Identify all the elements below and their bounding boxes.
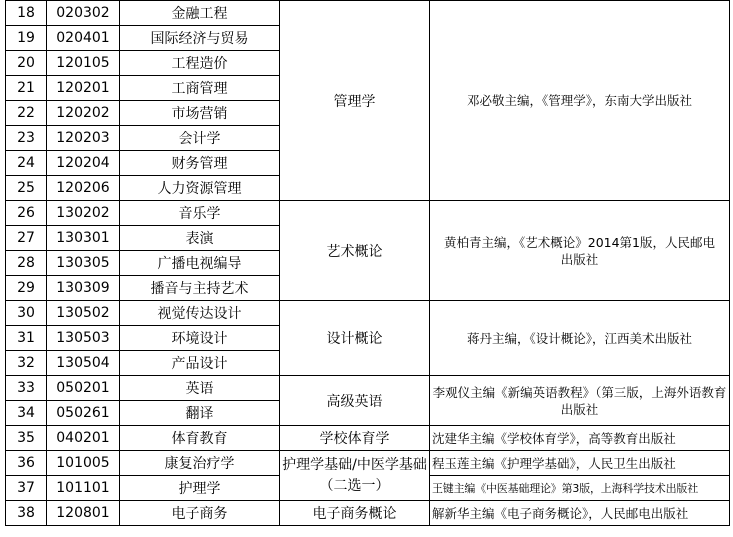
major-code: 130202 [47, 201, 120, 226]
reference-book: 王键主编《中医基础理论》第3版，上海科学技术出版社 [430, 476, 730, 501]
exam-course: 高级英语 [280, 376, 430, 426]
table-row [6, 301, 730, 326]
major-code: 130301 [47, 226, 120, 251]
major-name: 音乐学 [120, 201, 280, 226]
row-number: 18 [6, 1, 47, 26]
row-number: 31 [6, 326, 47, 351]
row-number: 33 [6, 376, 47, 401]
row-number: 36 [6, 451, 47, 476]
table-row [6, 376, 730, 401]
row-number: 38 [6, 501, 47, 526]
row-number: 26 [6, 201, 47, 226]
major-code: 130309 [47, 276, 120, 301]
major-name: 工程造价 [120, 51, 280, 76]
table-row [6, 451, 730, 476]
major-name: 翻译 [120, 401, 280, 426]
major-code: 130305 [47, 251, 120, 276]
major-name: 工商管理 [120, 76, 280, 101]
course-table-container [5, 0, 730, 526]
reference-book: 程玉莲主编《护理学基础》，人民卫生出版社 [430, 451, 730, 476]
major-code: 101101 [47, 476, 120, 501]
course-table [5, 0, 730, 526]
major-name: 表演 [120, 226, 280, 251]
exam-course: 管理学 [280, 1, 430, 201]
major-name: 市场营销 [120, 101, 280, 126]
exam-course: 设计概论 [280, 301, 430, 376]
row-number: 34 [6, 401, 47, 426]
reference-book: 黄柏青主编，《艺术概论》2014第1版，人民邮电出版社 [430, 201, 730, 301]
major-name: 财务管理 [120, 151, 280, 176]
reference-book: 邓必敬主编，《管理学》，东南大学出版社 [430, 1, 730, 201]
table-row [6, 501, 730, 526]
row-number: 35 [6, 426, 47, 451]
major-name: 金融工程 [120, 1, 280, 26]
major-code: 120202 [47, 101, 120, 126]
row-number: 29 [6, 276, 47, 301]
row-number: 27 [6, 226, 47, 251]
row-number: 37 [6, 476, 47, 501]
row-number: 21 [6, 76, 47, 101]
major-code: 120206 [47, 176, 120, 201]
major-code: 120105 [47, 51, 120, 76]
major-name: 产品设计 [120, 351, 280, 376]
major-name: 护理学 [120, 476, 280, 501]
major-name: 人力资源管理 [120, 176, 280, 201]
table-row [6, 201, 730, 226]
reference-book: 沈建华主编《学校体育学》，高等教育出版社 [430, 426, 730, 451]
reference-book: 李观仪主编《新编英语教程》（第三版，上海外语教育出版社 [430, 376, 730, 426]
major-code: 020302 [47, 1, 120, 26]
major-code: 050201 [47, 376, 120, 401]
major-code: 130503 [47, 326, 120, 351]
major-name: 会计学 [120, 126, 280, 151]
major-name: 电子商务 [120, 501, 280, 526]
major-name: 英语 [120, 376, 280, 401]
major-code: 130504 [47, 351, 120, 376]
major-code: 130502 [47, 301, 120, 326]
major-code: 101005 [47, 451, 120, 476]
major-code: 040201 [47, 426, 120, 451]
major-name: 国际经济与贸易 [120, 26, 280, 51]
major-code: 050261 [47, 401, 120, 426]
row-number: 30 [6, 301, 47, 326]
major-name: 广播电视编导 [120, 251, 280, 276]
table-row [6, 1, 730, 26]
exam-course: 艺术概论 [280, 201, 430, 301]
row-number: 25 [6, 176, 47, 201]
major-code: 120201 [47, 76, 120, 101]
exam-course: 护理学基础/中医学基础（二选一） [280, 451, 430, 501]
major-name: 视觉传达设计 [120, 301, 280, 326]
reference-book: 解新华主编《电子商务概论》，人民邮电出版社 [430, 501, 730, 526]
exam-course: 电子商务概论 [280, 501, 430, 526]
row-number: 32 [6, 351, 47, 376]
row-number: 20 [6, 51, 47, 76]
major-name: 体育教育 [120, 426, 280, 451]
row-number: 24 [6, 151, 47, 176]
exam-course: 学校体育学 [280, 426, 430, 451]
major-code: 120204 [47, 151, 120, 176]
row-number: 28 [6, 251, 47, 276]
table-row [6, 426, 730, 451]
major-code: 120801 [47, 501, 120, 526]
major-name: 播音与主持艺术 [120, 276, 280, 301]
major-name: 康复治疗学 [120, 451, 280, 476]
row-number: 23 [6, 126, 47, 151]
major-code: 020401 [47, 26, 120, 51]
row-number: 22 [6, 101, 47, 126]
row-number: 19 [6, 26, 47, 51]
reference-book: 蒋丹主编，《设计概论》，江西美术出版社 [430, 301, 730, 376]
major-name: 环境设计 [120, 326, 280, 351]
major-code: 120203 [47, 126, 120, 151]
